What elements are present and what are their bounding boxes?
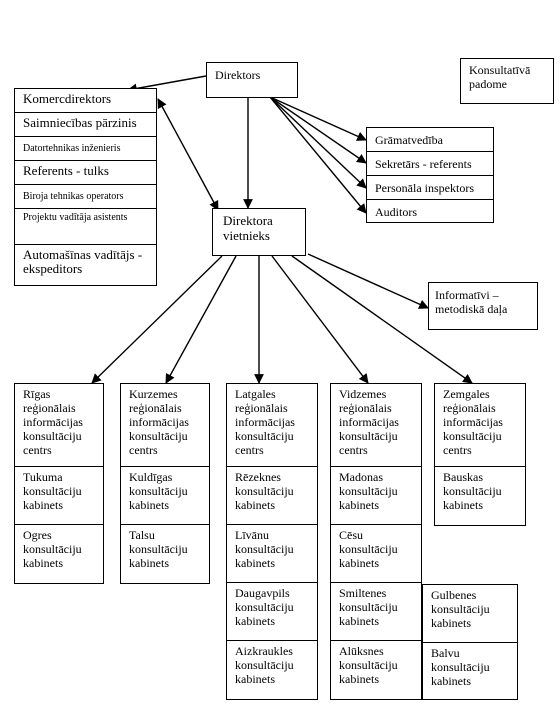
advisory-board-label: Konsultatīvā padome: [469, 63, 531, 91]
centre-zemgale: Zemgales reģionālais informācijas konsultāciju centrs: [435, 384, 525, 467]
referent-translator: Referents - tulks: [15, 161, 156, 185]
driver-forwarder: Automašīnas vadītājs - ekspeditors: [23, 247, 143, 276]
region-zemgale: [434, 383, 526, 526]
director-box: [206, 62, 298, 98]
cabinet-aluksne: Alūksnes konsultāciju kabinets: [339, 644, 398, 686]
cabinet-cesis: Cēsu konsultāciju kabinets: [331, 525, 421, 583]
centre-vidzeme: Vidzemes reģionālais informācijas konsultāciju centrs: [331, 384, 421, 467]
centre-latgale: Latgales reģionālais informācijas konsultāciju centrs: [227, 384, 317, 467]
commercial-director: Komercdirektors: [15, 89, 156, 113]
cabinet-tukums: Tukuma konsultāciju kabinets: [15, 467, 103, 525]
arrow-director-personnel: [270, 97, 366, 188]
cabinet-rezekne: Rēzeknes konsultāciju kabinets: [227, 467, 317, 525]
cabinet-smiltene: Smiltenes konsultāciju kabinets: [331, 583, 421, 641]
cabinet-ogre: Ogres konsultāciju kabinets: [23, 528, 82, 570]
cabinet-kuldiga: Kuldīgas konsultāciju kabinets: [121, 467, 209, 525]
cabinet-talsi: Talsu konsultāciju kabinets: [129, 528, 188, 570]
arrow-director-accounting: [270, 97, 366, 140]
secretary-referent: Sekretārs - referents: [367, 152, 493, 176]
cabinet-gulbene: Gulbenes konsultāciju kabinets: [423, 585, 517, 643]
cabinet-madona: Madonas konsultāciju kabinets: [331, 467, 421, 525]
personnel-inspector: Personāla inspektors: [367, 176, 493, 200]
deputy-director-label: Direktora vietnieks: [223, 213, 273, 243]
region-riga: [14, 383, 104, 584]
arrow-commercial-deputy: [158, 99, 218, 210]
cabinet-balvi: Balvu konsultāciju kabinets: [431, 646, 490, 688]
director-staff-group: [366, 127, 494, 223]
project-manager-assistant: Projektu vadītāja asistents: [15, 209, 156, 245]
region-latgale: [226, 383, 318, 700]
info-dept-box: [428, 282, 538, 330]
arrow-director-secretary: [270, 97, 366, 163]
arrow-director-auditors: [270, 97, 366, 213]
region-vidzeme-extra: [422, 584, 518, 700]
advisory-board-box: [460, 58, 554, 104]
arrow-deputy-kurzeme: [166, 256, 236, 383]
auditors: Auditors: [375, 205, 417, 219]
cabinet-bauska: Bauskas konsultāciju kabinets: [443, 470, 502, 512]
computer-engineer: Datortehnikas inženieris: [15, 137, 156, 161]
housekeeping-manager: Saimniecības pārzinis: [15, 113, 156, 137]
commercial-director-group: [14, 88, 157, 286]
office-equipment-operator: Biroja tehnikas operators: [15, 185, 156, 209]
cabinet-daugavpils: Daugavpils konsultāciju kabinets: [227, 583, 317, 641]
centre-riga: Rīgas reģionālais informācijas konsultāciju centrs: [15, 384, 103, 467]
centre-kurzeme: Kurzemes reģionālais informācijas konsultāciju centrs: [121, 384, 209, 467]
cabinet-livani: Līvānu konsultāciju kabinets: [227, 525, 317, 583]
cabinet-aizkraukle: Aizkraukles konsultāciju kabinets: [235, 644, 294, 686]
deputy-director-box: [212, 208, 306, 256]
arrow-deputy-info: [308, 254, 428, 308]
director-label: Direktors: [215, 68, 261, 82]
info-dept-label: Informatīvi – metodiskā daļa: [435, 288, 508, 316]
accounting: Grāmatvedība: [367, 128, 493, 152]
region-vidzeme: [330, 383, 422, 700]
region-kurzeme: [120, 383, 210, 584]
